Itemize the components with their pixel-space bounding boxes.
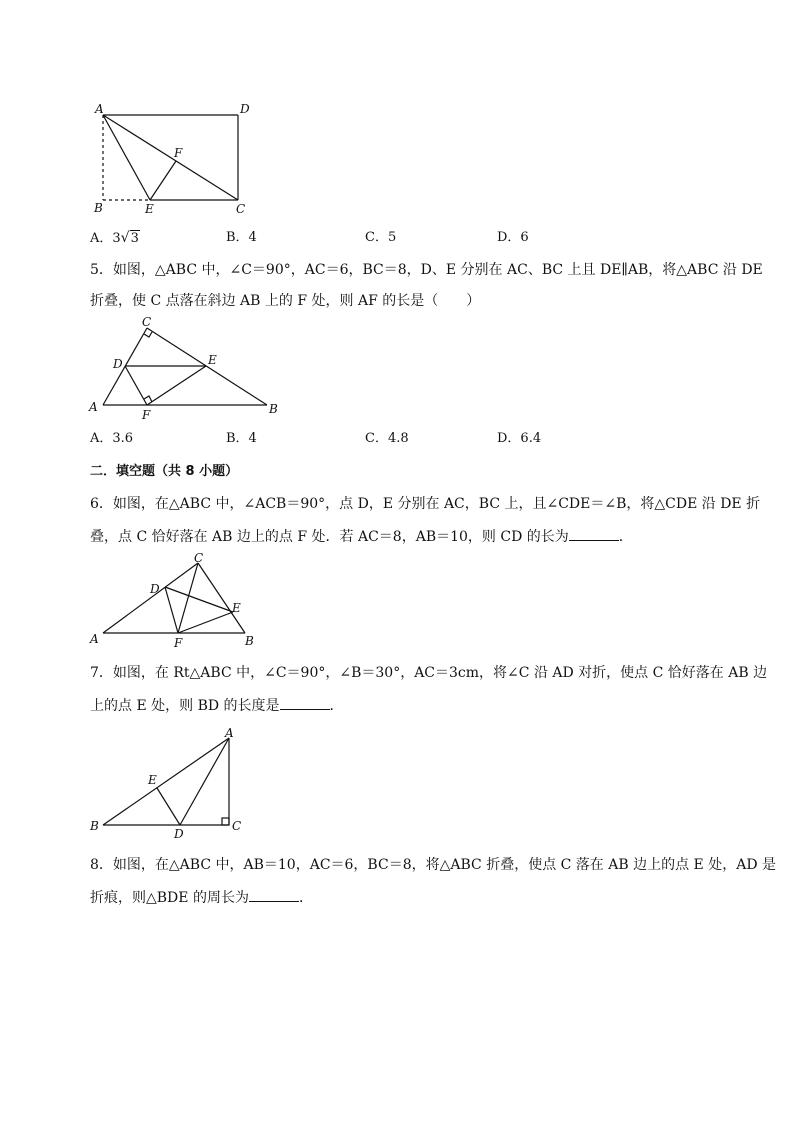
q4-option-a: A．3√3 [90,230,139,246]
segment-df [165,587,178,633]
segment-ac [103,563,198,633]
segment-df [125,366,147,405]
q6-line2: 叠，点 C 恰好落在 AB 边上的点 F 处．若 AC＝8，AB＝10，则 CD 的长为 ． [90,526,633,547]
q5-option-d: D．6.4 [497,431,542,446]
label-b: B [94,201,103,215]
q6-answer-blank[interactable] [569,526,619,541]
label-b: B [269,402,278,416]
q8-answer-blank[interactable] [249,887,299,902]
label-f: F [174,636,183,650]
diagonal-ac [103,115,238,200]
q4-option-b: B．4 [226,230,257,245]
right-angle-c [222,818,229,825]
right-angle-c [144,332,152,337]
q7-answer-blank[interactable] [280,695,330,710]
label-c: C [142,315,152,329]
label-b: B [245,634,254,648]
q5-line2: 折叠，使 C 点落在斜边 AB 上的 F 处，则 AF 的长是（ ） [90,293,481,309]
segment-de [157,788,180,825]
q5-option-b: B．4 [226,431,257,446]
figure-q6-triangle [85,550,265,650]
label-a: A [90,632,99,646]
label-d: D [174,827,184,840]
label-a: A [95,102,104,116]
label-a: A [89,400,98,414]
q8-line1: 8．如图，在△ABC 中，AB＝10，AC＝6，BC＝8，将△ABC 折叠，使点 C 落在 AB 边上的点 E 处，AD 是 [90,857,777,873]
segment-ba [103,738,229,825]
segment-ae [103,115,150,200]
label-e: E [232,601,241,615]
label-d: D [113,357,123,371]
label-f: F [174,146,183,160]
figure-q5-triangle [85,312,285,424]
label-d: D [150,582,160,596]
segment-ef [178,612,233,633]
label-d: D [240,102,250,116]
q5-option-a: A．3.6 [90,431,134,446]
section-heading: 二．填空题（共 8 小题） [90,464,239,479]
figure-q4-rectangle [90,100,260,220]
label-c: C [194,551,204,565]
label-e: E [148,773,157,787]
label-e: E [145,202,154,216]
q4-option-d: D．6 [497,230,529,245]
q6-line1: 6．如图，在△ABC 中，∠ACB＝90°，点 D，E 分别在 AC，BC 上，且∠CDE＝∠B，将△CDE 沿 DE 折 [90,496,761,512]
label-b: B [90,819,99,833]
q5-line1: 5．如图，△ABC 中，∠C＝90°，AC＝6，BC＝8，D、E 分别在 AC、BC 上且 DE∥AB，将△ABC 沿 DE [90,262,763,278]
q8-line2: 折痕，则△BDE 的周长为 ． [90,887,313,908]
segment-ef [147,366,206,405]
q5-option-c: C．4.8 [365,431,409,446]
label-c: C [232,819,242,833]
q4-option-c: C．5 [365,230,397,245]
label-a: A [225,726,234,740]
segment-ef [150,161,176,200]
label-e: E [208,353,217,367]
figure-q7-triangle [85,722,255,840]
label-c: C [236,202,246,216]
segment-ad [180,738,229,825]
label-f: F [142,408,151,422]
q7-line2: 上的点 E 处，则 BD 的长度是 ． [90,695,344,716]
q7-line1: 7．如图，在 Rt△ABC 中，∠C＝90°，∠B＝30°，AC＝3cm，将∠C 沿 AD 对折，使点 C 恰好落在 AB 边 [90,665,768,681]
